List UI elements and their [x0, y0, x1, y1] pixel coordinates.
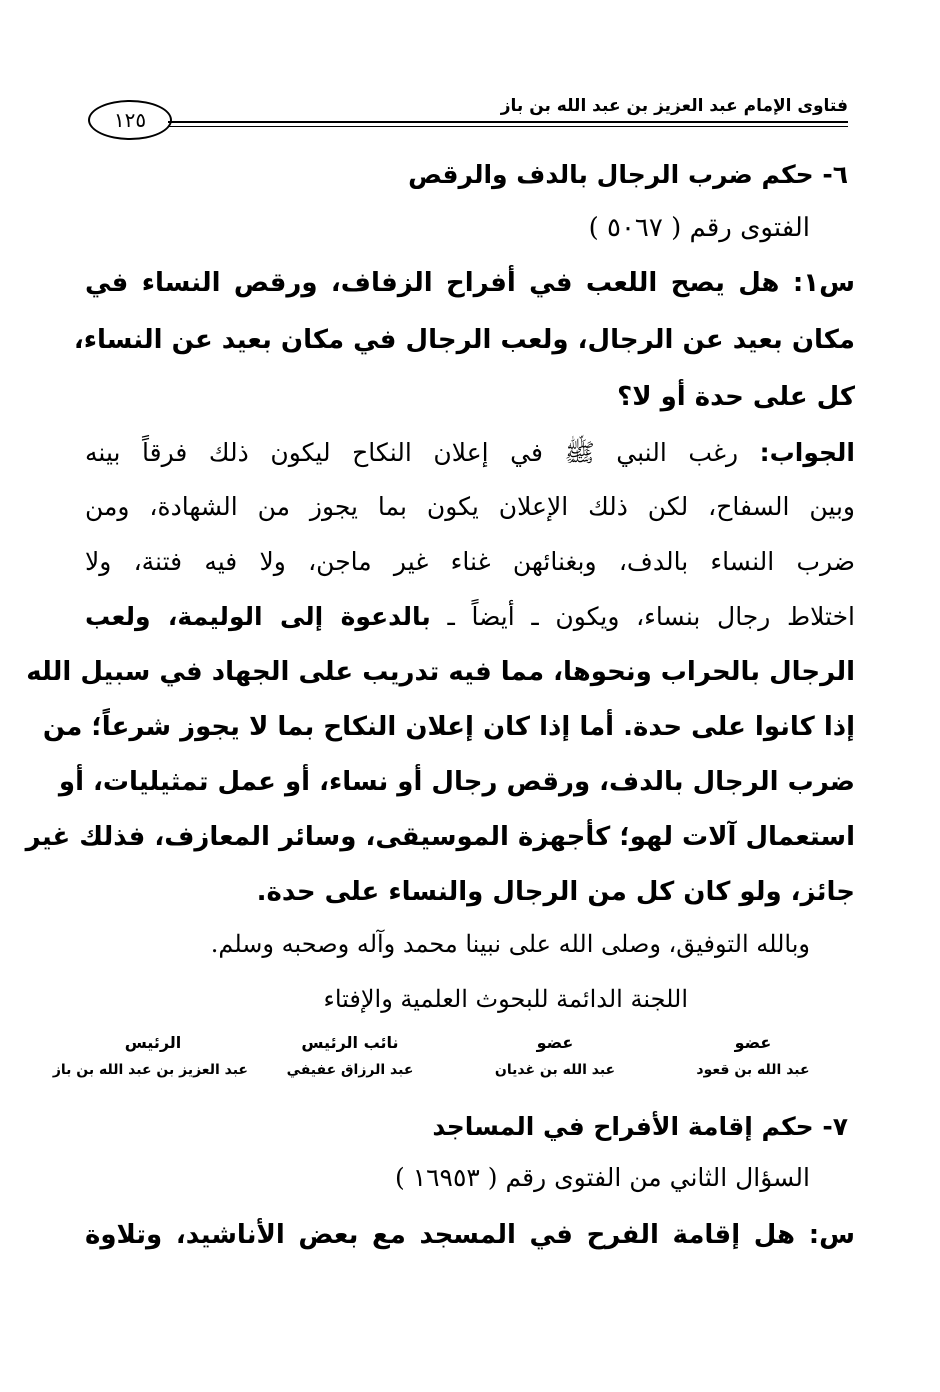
committee-chair: [52, 1033, 248, 1078]
answer-line-4: [85, 602, 855, 631]
committee-title: اللجنة الدائمة للبحوث العلمية والإفتاء: [323, 985, 688, 1013]
fatwa-reference-7: السؤال الثاني من الفتوى رقم ( ١٦٩٥٣ ): [394, 1163, 810, 1192]
answer-line-3: ضرب النساء بالدف، وبغنائهن غناء غير ماجن، ولا فيه فتنة، ولا: [85, 547, 855, 576]
member-name: عبد الله بن قعود: [696, 1062, 810, 1078]
member-role: الرئيس: [124, 1033, 182, 1052]
closing-line: وبالله التوفيق، وصلى الله على نبينا محمد وآله وصحبه وسلم.: [210, 930, 810, 958]
page-number-frame: [88, 100, 172, 140]
page-number: ١٢٥: [113, 108, 147, 132]
question-line-3: كل على حدة أو لا؟: [617, 382, 855, 412]
question-line-1: س١: هل يصح اللعب في أفراح الزفاف، ورقص النساء في: [85, 268, 855, 298]
answer-line-1: [85, 437, 855, 474]
answer-line-6: إذا كانوا على حدة. أما إذا كان إعلان النكاح بما لا يجوز شرعاً؛ من: [42, 712, 855, 742]
question-line-7: س: هل إقامة الفرح في المسجد مع بعض الأناشيد، وتلاوة: [85, 1220, 855, 1250]
answer-line-8: استعمال آلات لهو؛ كأجهزة الموسيقى، وسائر المعازف، فذلك غير: [25, 822, 855, 852]
header-rule: [168, 121, 848, 127]
section-heading-6: ٦- حكم ضرب الرجال بالدف والرقص: [408, 160, 848, 189]
member-role: عضو: [734, 1033, 772, 1052]
section-heading-7: ٧- حكم إقامة الأفراح في المساجد: [432, 1112, 848, 1141]
answer-line-7: ضرب الرجال بالدف، ورقص رجال أو نساء، أو عمل تمثيليات، أو: [58, 767, 855, 797]
member-role: نائب الرئيس: [301, 1033, 399, 1052]
answer-line-5: الرجال بالحراب ونحوها، مما فيه تدريب على الجهاد في سبيل الله: [26, 657, 855, 687]
member-name: عبد العزيز بن عبد الله بن باز: [52, 1062, 248, 1078]
answer-text-4b: بالدعوة إلى الوليمة، ولعب: [85, 602, 431, 631]
member-name: عبد الله بن غديان: [494, 1062, 616, 1078]
running-header-title: فتاوى الإمام عبد العزيز بن عبد الله بن باز: [500, 96, 848, 116]
answer-line-2: وبين السفاح، لكن ذلك الإعلان يكون بما يجوز من الشهادة، ومن: [85, 492, 855, 521]
question-line-2: مكان بعيد عن الرجال، ولعب الرجال في مكان بعيد عن النساء،: [73, 325, 855, 355]
committee-vice-chair: [255, 1033, 445, 1078]
answer-text-1: رغب النبي ﷺ في إعلان النكاح ليكون ذلك فرقاً بينه: [85, 438, 739, 467]
member-role: عضو: [536, 1033, 574, 1052]
answer-label: الجواب:: [759, 438, 855, 467]
fatwa-reference-6: الفتوى رقم ( ٥٠٦٧ ): [588, 213, 810, 243]
committee-member-2: [460, 1033, 650, 1078]
member-name: عبد الرزاق عفيفي: [286, 1062, 414, 1078]
answer-text-4a: اختلاط رجال بنساء، ويكون ـ أيضاً ـ: [447, 602, 855, 631]
committee-member-1: [658, 1033, 848, 1078]
answer-line-9: جائز، ولو كان كل من الرجال والنساء على حدة.: [256, 877, 855, 907]
